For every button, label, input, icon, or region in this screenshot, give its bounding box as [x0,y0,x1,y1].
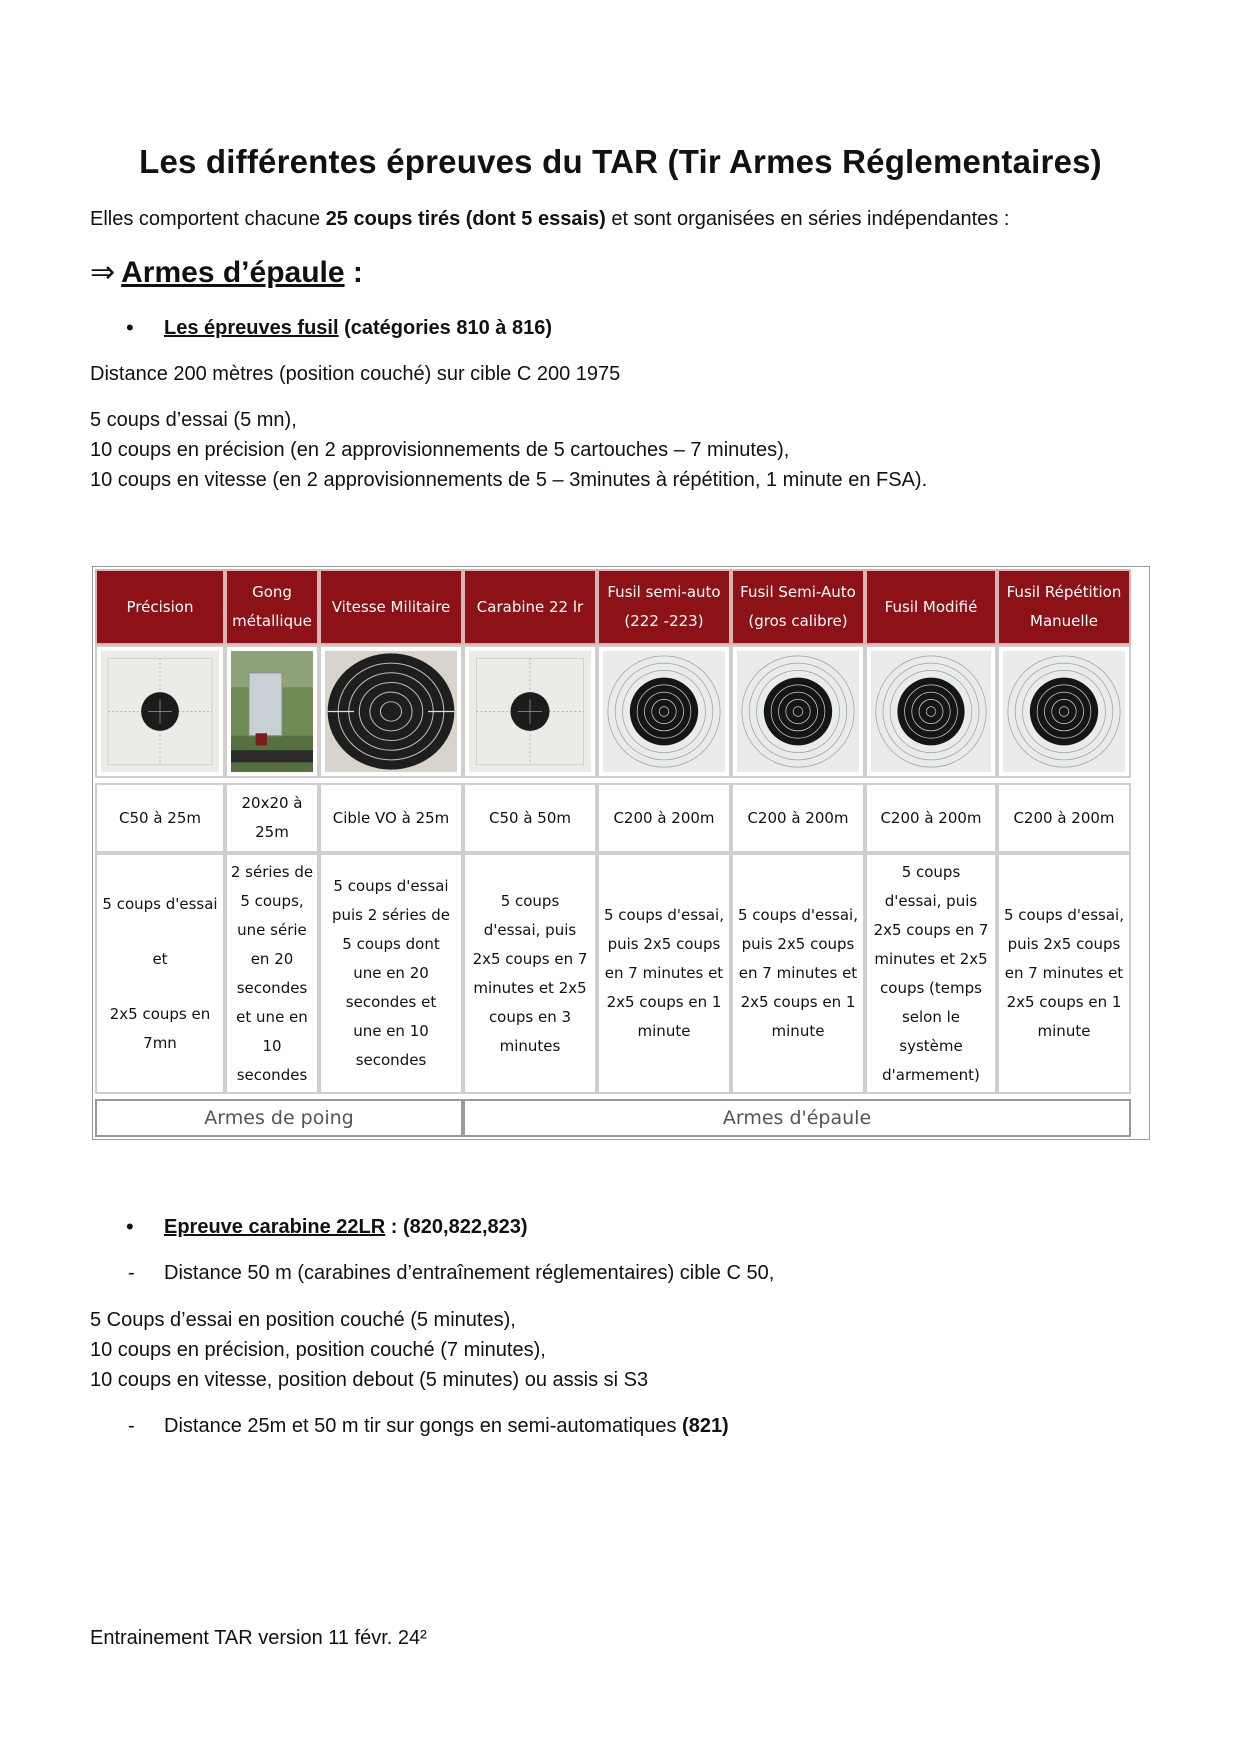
fusil-distance: Distance 200 mètres (position couché) sur cible C 200 1975 [90,363,621,385]
cell-line: C50 à 50m [489,808,571,827]
cell-text [231,858,313,1090]
cell-line: minutes [499,1036,561,1055]
cell-line: C200 à 200m [880,808,982,827]
cell-line: Manuelle [1030,612,1098,630]
target-distance-cell [597,783,731,853]
bullet-icon: • [126,315,134,340]
cell-line: secondes [236,1065,308,1084]
cell-line: Gong [252,583,292,601]
table-header-cell [597,569,731,645]
bullet-icon: • [126,1214,134,1239]
gong-code: (821) [682,1415,729,1437]
intro-text: Elles comportent chacune [90,208,326,230]
fusil-heading [164,313,552,343]
table-footer-handguns: Armes de poing [95,1099,463,1137]
rules-cell [731,853,865,1094]
cell-line: secondes et [345,993,437,1011]
cell-line: en 7 minutes et [604,964,724,982]
section-heading [90,255,363,290]
cell-text [1004,901,1124,1046]
cell-line: 2x5 coups en 1 [1006,993,1122,1011]
cell-line: 5 coups [901,862,961,881]
cell-line: 20x20 à [241,794,303,812]
cell-line: en 7 minutes et [738,964,858,982]
target-distance-cell [95,783,225,853]
rules-cell [865,853,997,1094]
target-image [997,645,1131,778]
cell-line: (gros calibre) [748,612,848,630]
cell-line: 25m [255,823,289,841]
fusil-line: 5 coups d’essai (5 mn), [90,409,297,431]
cell-line: C200 à 200m [613,808,715,827]
cell-line: d'essai, puis [884,891,978,910]
cell-line: en 20 [250,949,294,968]
target-image [731,645,865,778]
cell-text [119,804,201,833]
cell-line: minutes et 2x5 [874,949,988,968]
table-header-cell [731,569,865,645]
target-distance-cell [319,783,463,853]
cell-text [874,858,989,1090]
cell-line: Cible VO à 25m [332,808,450,827]
target-image [597,645,731,778]
target-image [225,645,319,778]
cell-line: 2x5 coups en 1 [606,993,722,1011]
intro-bold: 25 coups tirés (dont 5 essais) [325,208,606,230]
cell-text [332,593,451,622]
cell-line: minute [1037,1022,1091,1040]
cell-text [1013,804,1114,833]
cell-line: puis 2x5 coups [607,935,721,953]
cell-line: 2x5 coups en 7 [472,949,588,968]
table-footer-long-guns: Armes d'épaule [463,1099,1131,1137]
table-header-cell [319,569,463,645]
target-image [319,645,463,778]
cell-line: puis 2 séries de [331,906,451,924]
section-suffix: : [344,256,363,289]
cell-line: (222 -223) [624,612,704,630]
carabine-line: 10 coups en vitesse, position debout (5 minutes) ou assis si S3 [90,1369,649,1391]
cell-line: en 7 minutes et [1004,964,1124,982]
cell-text [332,872,450,1075]
cell-line: 2x5 coups en [109,1004,211,1023]
table-header-cell [463,569,597,645]
table-header-cell [865,569,997,645]
target-distance-cell [997,783,1131,853]
table-header-cell [225,569,319,645]
cell-line: minute [637,1022,691,1040]
cell-line: minutes et 2x5 [473,978,587,997]
carabine-label: Epreuve carabine 22LR [164,1216,386,1238]
carabine-codes: : (820,822,823) [385,1216,528,1238]
cell-line: Fusil Semi-Auto [740,583,856,601]
cell-line: coups en 3 [488,1007,572,1026]
carabine-heading [164,1212,528,1242]
cell-line: une série [237,920,307,939]
c50-target-icon [469,651,591,772]
cell-line: 2x5 coups en 1 [740,993,856,1011]
cell-line: 5 coups d'essai [333,877,449,895]
cell-line: puis 2x5 coups [741,935,855,953]
cell-line: 5 coups, [240,891,304,910]
target-image [865,645,997,778]
c200-target-icon [1003,651,1125,772]
cell-line: puis 2x5 coups [1007,935,1121,953]
c200-target-icon [871,651,991,772]
cell-line: selon le [901,1007,961,1026]
cell-line: et une en [236,1007,308,1026]
cell-line: 5 coups d'essai, [604,906,724,924]
cell-line: une en 10 [353,1022,429,1040]
cell-line: 10 [262,1036,282,1055]
gong-text: Distance 25m et 50 m tir sur gongs en semi-automatiques [164,1415,683,1437]
cell-line: Fusil Modifié [884,597,978,616]
cell-line: 7mn [143,1033,177,1052]
cell-text [747,804,848,833]
cell-text [607,578,720,636]
cell-line: secondes [355,1051,427,1069]
cell-line: Carabine 22 lr [476,597,584,616]
c50-target-icon [101,651,219,772]
page-title: Les différentes épreuves du TAR (Tir Armes Réglementaires) [139,143,1102,180]
cell-line: 5 coups d'essai [102,894,218,913]
cell-line: 5 coups d'essai, [738,906,858,924]
dash-marker: - [128,1262,135,1284]
intro-text-end: et sont organisées en séries indépendantes : [605,208,1010,230]
cell-text [477,593,583,622]
cell-line [102,974,217,1000]
cell-text [740,578,856,636]
cell-text [241,789,302,847]
cell-line: d'essai, puis [483,920,577,939]
cell-text [613,804,714,833]
cell-line: minute [771,1022,825,1040]
cell-line: 2 séries de [230,862,314,881]
cell-line: une en 20 [353,964,429,982]
table-header-cell [997,569,1131,645]
cell-text [1007,578,1122,636]
target-distance-cell [463,783,597,853]
carabine-line: 5 Coups d’essai en position couché (5 minutes), [90,1309,516,1331]
cell-line: 5 coups d'essai, [1004,906,1124,924]
cell-line: 5 coups dont [342,935,440,953]
cell-text [333,804,450,833]
c200-target-icon [603,651,725,772]
cell-line: C200 à 200m [747,808,849,827]
rules-cell [997,853,1131,1094]
rules-cell [225,853,319,1094]
intro-paragraph [90,204,1009,234]
cell-text [880,804,981,833]
target-distance-cell [865,783,997,853]
gong-photo-icon [231,651,313,772]
events-table [92,566,1150,1140]
cell-text [127,593,194,622]
cell-line: Fusil semi-auto [607,583,721,601]
cell-line: secondes [236,978,308,997]
carabine-line: 10 coups en précision, position couché (7 minutes), [90,1339,546,1361]
cell-text [232,578,312,636]
cell-line: Précision [126,597,194,616]
cell-text [102,890,217,1058]
target-image [463,645,597,778]
cell-line: Fusil Répétition [1006,583,1122,601]
cell-line: 2x5 coups en 7 [873,920,989,939]
cell-line: Vitesse Militaire [331,597,451,616]
rules-cell [319,853,463,1094]
cell-line: coups (temps [880,978,982,997]
fusil-label: Les épreuves fusil [164,317,339,339]
cell-line: C200 à 200m [1013,808,1115,827]
fusil-line: 10 coups en précision (en 2 approvisionnements de 5 cartouches – 7 minutes), [90,439,790,461]
cell-text [885,593,978,622]
cell-text [738,901,858,1046]
cell-line [102,919,217,945]
dash-marker: - [128,1415,135,1437]
target-distance-cell [225,783,319,853]
cell-line: système [899,1036,963,1055]
footer-note: Entrainement TAR version 11 févr. 24² [90,1627,427,1649]
cell-line: 5 coups [500,891,560,910]
cell-line: C50 à 25m [119,808,201,827]
cell-text [489,804,571,833]
target-image [95,645,225,778]
rules-cell [463,853,597,1094]
fusil-line: 10 coups en vitesse (en 2 approvisionnements de 5 – 3minutes à répétition, 1 minute en FSA). [90,469,928,491]
rules-cell [597,853,731,1094]
target-distance-cell [731,783,865,853]
c200-target-icon [737,651,859,772]
cell-text [473,887,588,1061]
cell-line: métallique [232,612,312,630]
table-header-cell [95,569,225,645]
cell-text [604,901,724,1046]
section-title: Armes d’épaule [121,256,345,289]
fusil-categories: (catégories 810 à 816) [338,317,552,339]
arrow-icon: ⇒ [90,256,116,289]
carabine-distance: Distance 50 m (carabines d’entraînement réglementaires) cible C 50, [164,1262,775,1284]
rules-cell [95,853,225,1094]
gong-distance [164,1411,729,1441]
vo-target-icon [325,651,457,772]
cell-line: d'armement) [882,1065,980,1084]
cell-line: et [152,949,168,968]
